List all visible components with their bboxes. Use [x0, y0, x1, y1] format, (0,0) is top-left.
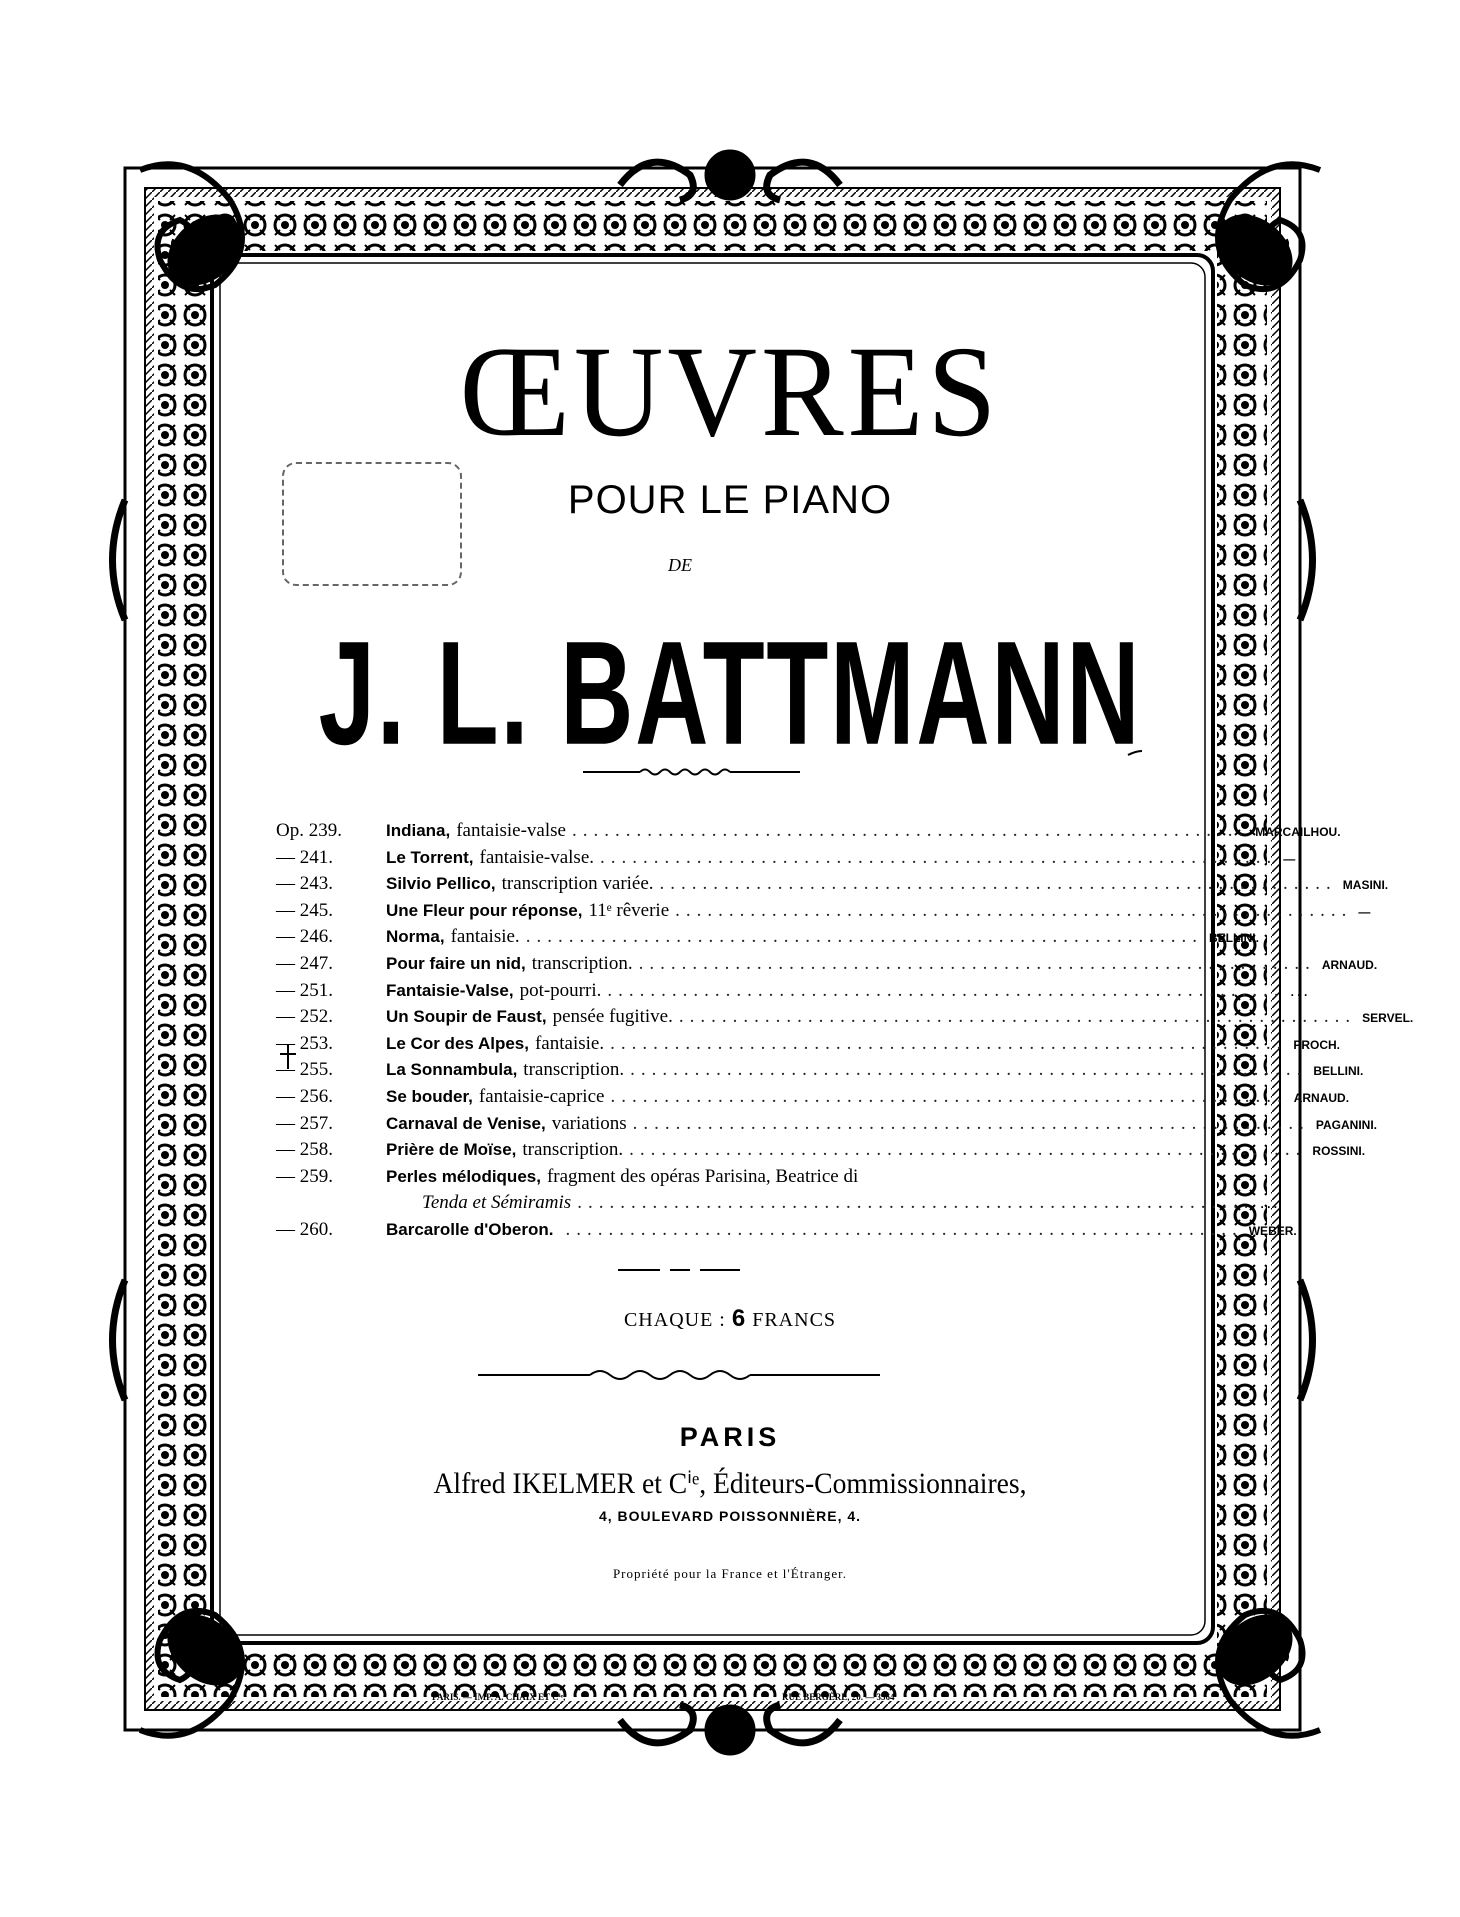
publisher-address: 4, BOULEVARD POISSONNIÈRE, 4. [598, 1508, 862, 1524]
work-composer: — [1358, 904, 1371, 919]
work-title: Norma, [386, 927, 445, 947]
work-composer: ARNAUD. [1293, 1090, 1350, 1105]
work-title: Prière de Moïse, [386, 1140, 517, 1160]
work-title: Silvio Pellico, [386, 874, 496, 894]
work-title: Se bouder, [386, 1086, 473, 1106]
work-title: Une Fleur pour réponse, [386, 900, 583, 920]
opus-number: — 247. [276, 952, 333, 974]
price-label: CHAQUE : [623, 1309, 726, 1331]
opus-number: — 255. [276, 1059, 333, 1081]
work-title: Un Soupir de Faust, [386, 1007, 547, 1027]
work-description: transcription variée. [501, 873, 654, 895]
dot-leader: ............................................................... [607, 979, 1285, 1001]
work-composer: ARNAUD. [1321, 957, 1378, 972]
composer-name: J. L. BATTMANN [318, 611, 1142, 777]
work-title: La Sonnambula, [386, 1060, 518, 1080]
work-row [276, 820, 1341, 847]
price-amount: 6 [731, 1305, 747, 1332]
work-row [276, 979, 1308, 1007]
dot-leader: ............................................................... [629, 1139, 1307, 1161]
work-row-continuation [276, 1192, 1278, 1219]
work-composer: ROSSINI. [1312, 1144, 1366, 1159]
work-title: Pour faire un nid, [386, 953, 526, 973]
work-row [276, 899, 1371, 927]
opus-number: — 259. [276, 1165, 333, 1187]
page-title: ŒUVRES [459, 319, 1001, 464]
opus-number: — 258. [276, 1139, 333, 1161]
work-composer: . . . [1290, 984, 1308, 999]
work-description: variations [551, 1112, 627, 1134]
opus-number: — 251. [276, 979, 333, 1001]
work-description: fantaisie-valse. [479, 846, 595, 868]
dot-leader: ............................................................... [675, 899, 1353, 921]
dot-leader: ............................................................... [600, 846, 1278, 868]
work-row [276, 846, 1296, 874]
work-composer: PAGANINI. [1315, 1117, 1378, 1132]
work-row [276, 1166, 1106, 1193]
printer-imprint: PARIS. — IMP. A. CHAIX ET Cⁱᵉ, [432, 1692, 566, 1702]
work-description: fantaisie. [450, 926, 520, 948]
opus-number: Op. 239. [276, 820, 342, 841]
work-row [276, 1218, 1297, 1246]
work-title: Indiana, [386, 821, 451, 840]
work-composer: WEBER. [1248, 1223, 1297, 1238]
work-description: fantaisie-valse [456, 820, 566, 841]
work-title: Carnaval de Venise, [386, 1113, 546, 1133]
dot-leader: ............................................................... [632, 1112, 1310, 1134]
work-row [276, 952, 1378, 980]
preposition: DE [668, 555, 692, 575]
dot-leader: ............................................................... [678, 1006, 1357, 1028]
work-description: transcription. [531, 952, 633, 974]
dot-leader: ............................................................... [610, 1085, 1288, 1107]
work-description: fantaisie. [534, 1032, 605, 1054]
copyright-notice: Propriété pour la France et l'Étranger. [612, 1566, 848, 1581]
work-title: Barcarolle d'Oberon. [386, 1219, 554, 1239]
work-row [276, 1112, 1378, 1140]
price-line [480, 1305, 980, 1333]
opus-number: — 241. [276, 846, 333, 868]
opus-number: — 253. [276, 1032, 333, 1054]
printer-address: RUE BERGÈRE, 20. — 3564 [782, 1692, 895, 1702]
dot-leader: ............................................................... [565, 1218, 1243, 1240]
work-description: transcription. [522, 1139, 624, 1161]
price-unit: FRANCS [752, 1309, 837, 1331]
opus-number: — 243. [276, 873, 333, 895]
work-row [276, 1006, 1414, 1033]
dot-leader: ............................................................... [638, 952, 1316, 974]
dot-leader: ............................................................... [571, 820, 1250, 841]
dot-leader: ............................................................... [610, 1032, 1288, 1054]
work-composer: SERVEL. [1362, 1011, 1414, 1026]
work-title: Perles mélodiques, [386, 1166, 541, 1186]
work-description: fragment des opéras Parisina, Beatrice di [546, 1165, 859, 1187]
work-description: 11ᵉ rêverie [588, 899, 670, 921]
city: PARIS [679, 1422, 781, 1452]
work-row [276, 1085, 1350, 1113]
work-title: Fantaisie-Valse, [386, 980, 514, 1000]
work-title: Le Torrent, [386, 847, 474, 867]
dot-leader: ............................................................... [577, 1192, 1255, 1214]
opus-number: — 246. [276, 926, 333, 948]
work-row [276, 873, 1389, 900]
work-description: pot-pourri. [519, 979, 602, 1001]
opus-number: — 252. [276, 1006, 333, 1028]
work-description: transcription. [523, 1059, 625, 1081]
opus-number: — 245. [276, 899, 333, 921]
work-composer: — [1283, 851, 1296, 866]
work-row [276, 1059, 1364, 1086]
work-row [276, 1139, 1366, 1166]
opus-number: — 256. [276, 1085, 333, 1107]
work-row [276, 1032, 1340, 1060]
dot-leader: ............................................................... [630, 1059, 1308, 1081]
work-composer: . . . [1260, 1197, 1278, 1212]
work-description: pensée fugitive. [552, 1006, 673, 1028]
work-description: Tenda et Sémiramis [422, 1192, 572, 1214]
work-composer: BELLINI. [1208, 931, 1259, 946]
work-composer: BELLINI. [1313, 1064, 1364, 1079]
subtitle: POUR LE PIANO [567, 478, 893, 522]
work-composer: MASINI. [1342, 878, 1389, 893]
opus-number: — 257. [276, 1112, 333, 1134]
work-composer: PROCH. [1293, 1037, 1340, 1052]
opus-number: — 260. [276, 1218, 333, 1240]
work-composer: MARCAILHOU. [1255, 825, 1341, 839]
dot-leader: ............................................................... [525, 926, 1203, 948]
work-description: fantaisie-caprice [478, 1085, 605, 1107]
works-list [276, 820, 1414, 1246]
work-title: Le Cor des Alpes, [386, 1033, 529, 1053]
publisher: Alfred IKELMER et Cⁱᵉ, Éditeurs-Commissionnaires, [433, 1467, 1027, 1500]
dot-leader: ............................................................... [659, 873, 1337, 895]
work-row [276, 926, 1259, 953]
